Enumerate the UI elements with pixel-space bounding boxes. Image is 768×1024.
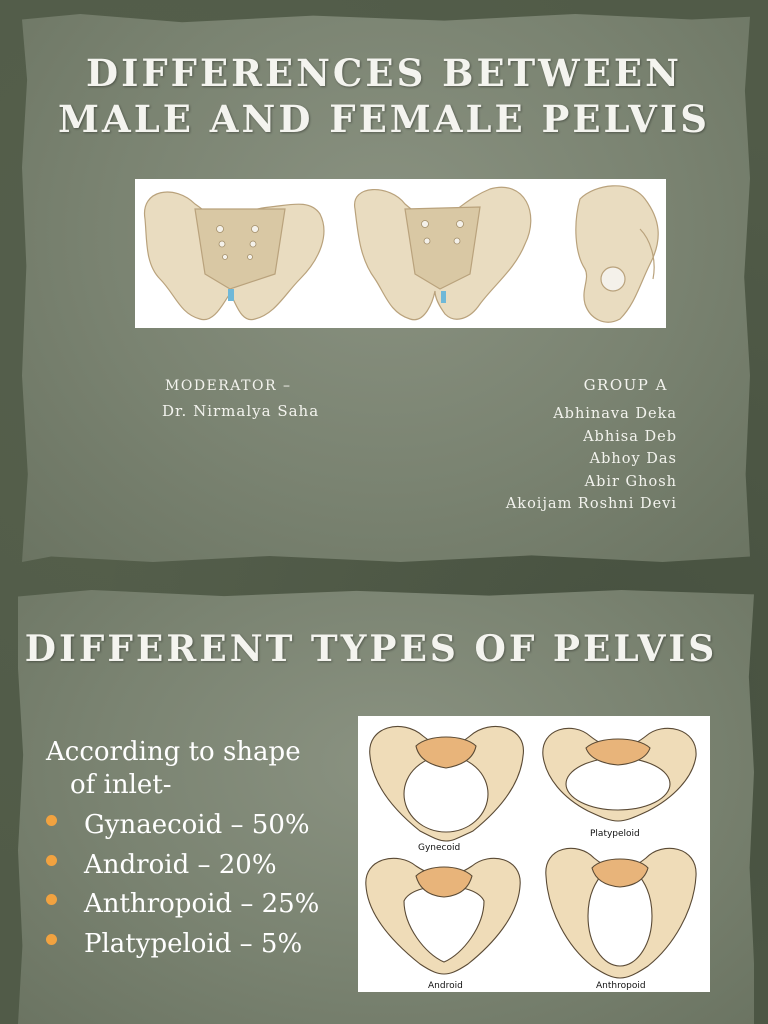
title-line-1: DIFFERENCES BETWEEN (86, 51, 682, 95)
bullet-icon (46, 894, 57, 905)
slide-1-title (0, 50, 768, 142)
member-item: Akoijam Roshni Devi (505, 496, 677, 512)
type-label: Platypeloid – 5% (84, 928, 303, 959)
moderator-label: MODERATOR – (165, 378, 292, 394)
intro-text (46, 736, 346, 802)
moderator-name: Dr. Nirmalya Saha (162, 402, 320, 420)
member-item: Abhoy Das (589, 451, 677, 467)
member-item: Abhinava Deka (553, 406, 677, 422)
pelvis-type-list (46, 806, 319, 964)
pelvis-types-diagram-image (358, 716, 710, 992)
list-item (46, 806, 319, 846)
caption-platypeloid: Platypeloid (590, 829, 640, 839)
title-line-2: MALE AND FEMALE PELVIS (58, 97, 710, 141)
list-item (46, 846, 319, 886)
caption-anthropoid: Anthropoid (596, 981, 646, 991)
caption-android: Android (428, 981, 463, 991)
member-item: Abhisa Deb (583, 428, 677, 445)
type-label: Android – 20% (84, 849, 277, 880)
list-item (46, 885, 319, 925)
caption-gynecoid: Gynecoid (418, 843, 461, 853)
group-label: GROUP A (583, 376, 668, 394)
type-label: Anthropoid – 25% (84, 889, 320, 919)
list-item (46, 925, 319, 965)
bullet-icon (46, 855, 57, 866)
intro-line-2: of inlet- (70, 770, 172, 800)
pelvis-photo-image (135, 179, 666, 328)
member-list (506, 403, 677, 516)
intro-line-1: According to shape (46, 737, 301, 767)
bullet-icon (46, 815, 57, 826)
type-label: Gynaecoid – 50% (84, 810, 310, 840)
slide-2-title: DIFFERENT TYPES OF PELVIS (24, 628, 718, 670)
bullet-icon (46, 934, 57, 945)
member-item: Abir Ghosh (584, 473, 677, 490)
